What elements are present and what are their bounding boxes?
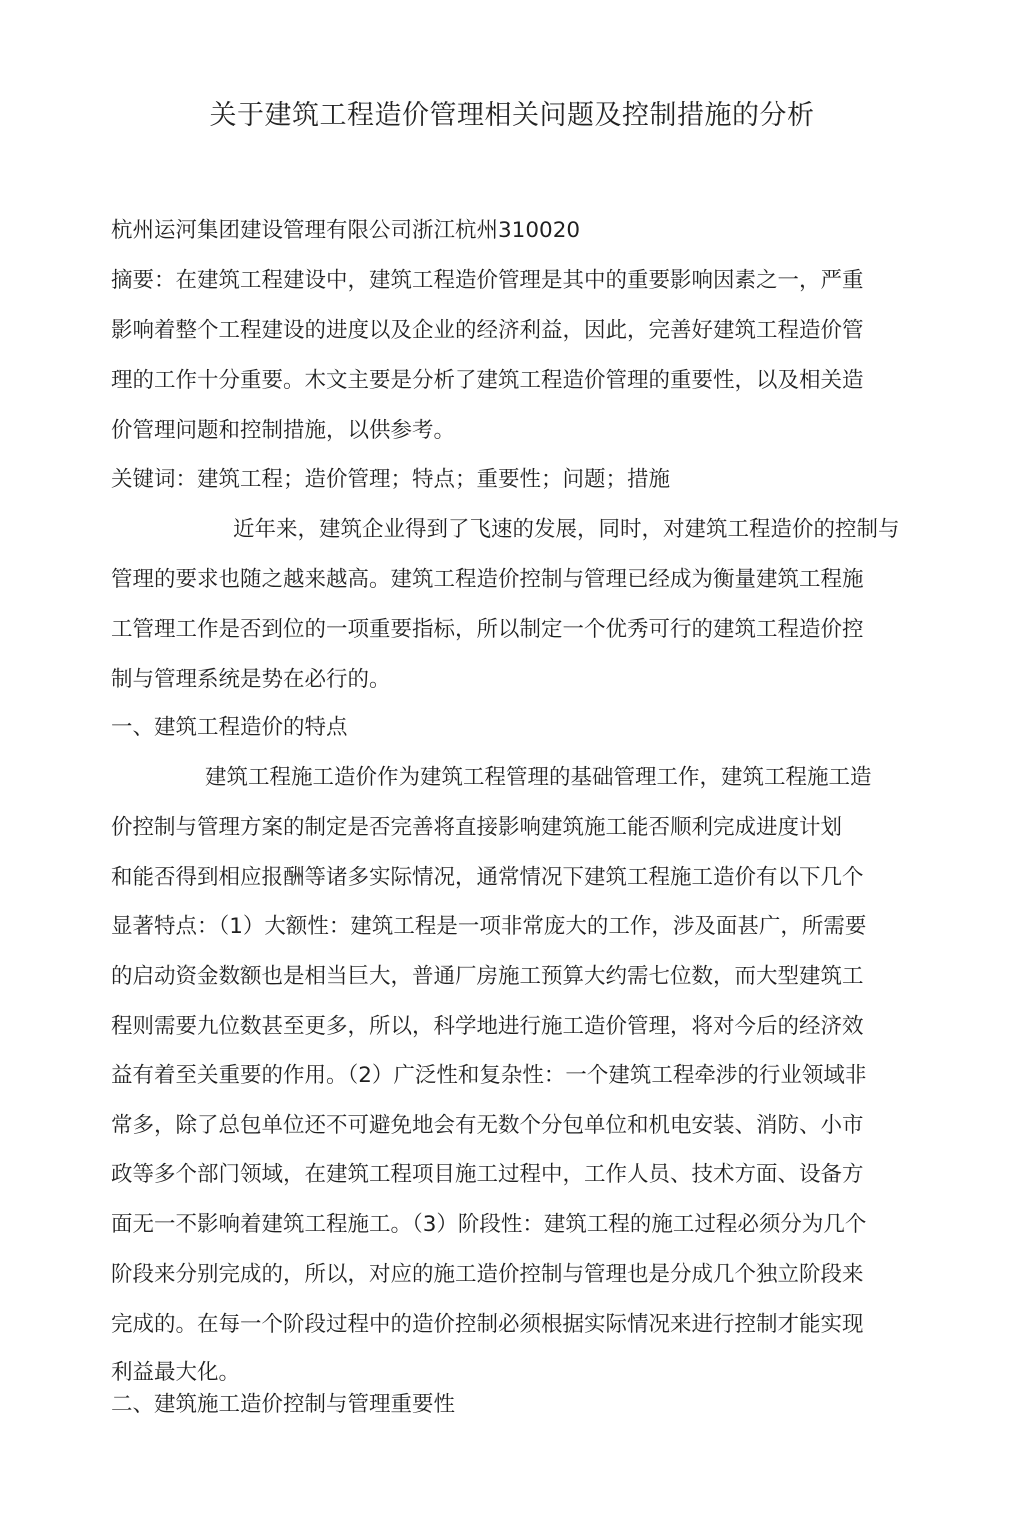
section1-line: 利益最大化。 xyxy=(111,1360,241,1385)
section1-line: 和能否得到相应报酬等诸多实际情况，通常情况下建筑工程施工造价有以下几个 xyxy=(111,865,864,890)
section1-line: 益有着至关重要的作用。（2）广泛性和复杂性：一个建筑工程牵涉的行业领域非 xyxy=(111,1063,867,1088)
section1-line: 完成的。在每一个阶段过程中的造价控制必须根据实际情况来进行控制才能实现 xyxy=(111,1312,864,1337)
section1-line: 建筑工程施工造价作为建筑工程管理的基础管理工作，建筑工程施工造 xyxy=(205,765,872,790)
keywords-line: 关键词：建筑工程；造价管理；特点；重要性；问题；措施 xyxy=(111,467,671,492)
section-heading-2: 二、建筑施工造价控制与管理重要性 xyxy=(111,1392,456,1417)
affiliation-line: 杭州运河集团建设管理有限公司浙江杭州310020 xyxy=(111,218,581,243)
abstract-line: 影响着整个工程建设的进度以及企业的经济利益，因此，完善好建筑工程造价管 xyxy=(111,318,864,343)
section1-line: 的启动资金数额也是相当巨大，普通厂房施工预算大约需七位数，而大型建筑工 xyxy=(111,964,864,989)
intro-line: 工管理工作是否到位的一项重要指标，所以制定一个优秀可行的建筑工程造价控 xyxy=(111,617,864,642)
section1-line: 显著特点：（1）大额性：建筑工程是一项非常庞大的工作，涉及面甚广，所需要 xyxy=(111,914,867,939)
abstract-line: 理的工作十分重要。木文主要是分析了建筑工程造价管理的重要性，以及相关造 xyxy=(111,368,864,393)
section1-line: 阶段来分别完成的，所以，对应的施工造价控制与管理也是分成几个独立阶段来 xyxy=(111,1262,864,1287)
intro-line: 近年来，建筑企业得到了飞速的发展，同时，对建筑工程造价的控制与 xyxy=(233,517,900,542)
section1-line: 常多，除了总包单位还不可避免地会有无数个分包单位和机电安装、消防、小市 xyxy=(111,1113,864,1138)
abstract-line: 摘要：在建筑工程建设中，建筑工程造价管理是其中的重要影响因素之一，严重 xyxy=(111,268,864,293)
abstract-line: 价管理问题和控制措施，以供参考。 xyxy=(111,418,456,443)
section1-line: 程则需要九位数甚至更多，所以，科学地进行施工造价管理，将对今后的经济效 xyxy=(111,1014,864,1039)
section1-line: 面无一不影响着建筑工程施工。（3）阶段性：建筑工程的施工过程必须分为几个 xyxy=(111,1212,867,1237)
section-heading-1: 一、建筑工程造价的特点 xyxy=(111,715,348,740)
section1-line: 价控制与管理方案的制定是否完善将直接影响建筑施工能否顺利完成进度计划 xyxy=(111,815,843,840)
document-title: 关于建筑工程造价管理相关问题及控制措施的分析 xyxy=(209,100,815,131)
section1-line: 政等多个部门领域，在建筑工程项目施工过程中，工作人员、技术方面、设备方 xyxy=(111,1162,864,1187)
intro-line: 管理的要求也随之越来越高。建筑工程造价控制与管理已经成为衡量建筑工程施 xyxy=(111,567,864,592)
intro-line: 制与管理系统是势在必行的。 xyxy=(111,667,391,692)
